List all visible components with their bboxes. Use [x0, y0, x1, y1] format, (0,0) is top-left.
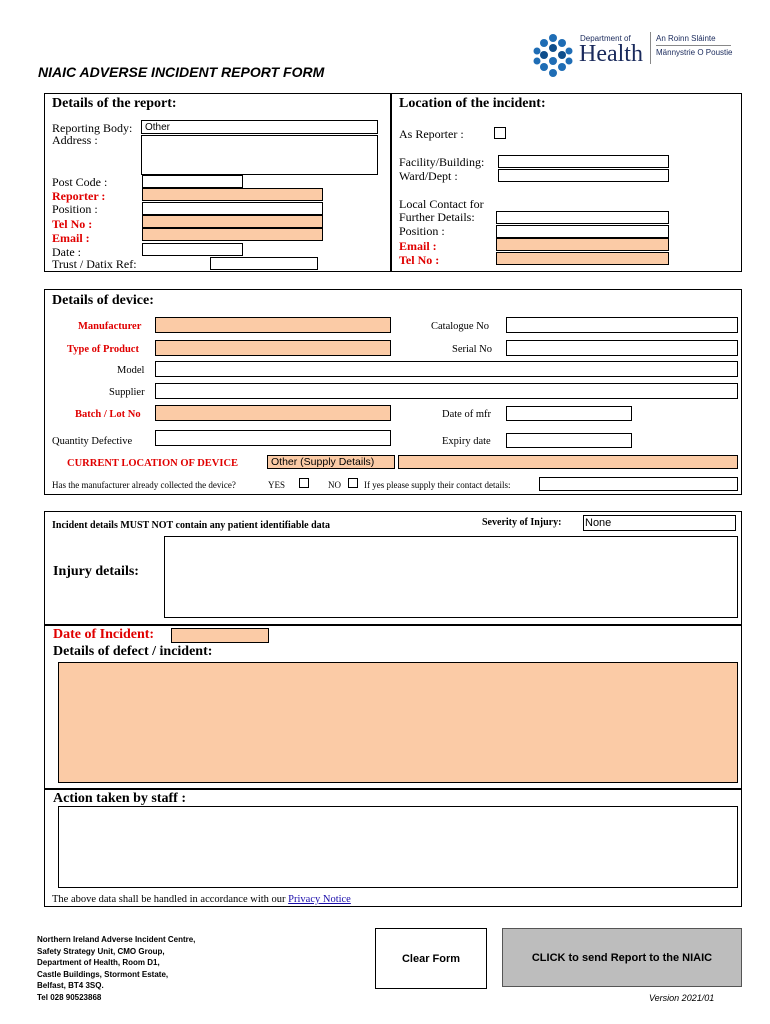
type-of-product-field[interactable]	[155, 340, 391, 356]
catalogue-label: Catalogue No	[431, 321, 490, 332]
batch-label: Batch / Lot No	[75, 409, 141, 420]
address-field[interactable]	[141, 135, 378, 175]
quantity-field[interactable]	[155, 430, 391, 446]
expiry-field[interactable]	[506, 433, 632, 448]
if-yes-label: If yes please supply their contact details:	[364, 480, 511, 490]
supplier-label: Supplier	[109, 387, 145, 398]
logo-ulster: Männystrie O Poustie	[656, 48, 733, 57]
logo-health: Health	[579, 41, 643, 67]
model-label: Model	[117, 365, 145, 376]
yes-label: YES	[268, 480, 286, 490]
manufacturer-field[interactable]	[155, 317, 391, 333]
facility-field[interactable]	[498, 155, 669, 168]
privacy-text: The above data shall be handled in accordance with our	[52, 894, 286, 905]
date-of-incident-field[interactable]	[171, 628, 269, 643]
date-label: Date :	[52, 245, 81, 259]
location-heading: Location of the incident:	[399, 96, 546, 111]
trust-ref-field[interactable]	[210, 257, 318, 270]
location-tel-field[interactable]	[496, 252, 669, 265]
privacy-notice-link[interactable]: Privacy Notice	[288, 894, 351, 905]
page-title: NIAIC ADVERSE INCIDENT REPORT FORM	[38, 64, 325, 80]
trust-ref-label: Trust / Datix Ref:	[52, 257, 137, 271]
incident-divider-2	[45, 788, 741, 790]
no-checkbox[interactable]	[348, 478, 358, 488]
defect-details-label: Details of defect / incident:	[53, 644, 213, 659]
address-line: Castle Buildings, Stormont Estate,	[37, 969, 169, 979]
serial-label: Serial No	[452, 344, 492, 355]
privacy-notice-line	[52, 894, 351, 905]
batch-field[interactable]	[155, 405, 391, 421]
date-field[interactable]	[142, 243, 243, 256]
facility-label: Facility/Building:	[399, 155, 485, 169]
injury-details-label: Injury details:	[53, 564, 139, 579]
device-heading: Details of device:	[52, 293, 154, 308]
model-field[interactable]	[155, 361, 738, 377]
postcode-label: Post Code :	[52, 175, 108, 189]
health-hex-icon	[530, 32, 576, 78]
manufacturer-contact-field[interactable]	[539, 477, 738, 491]
action-taken-field[interactable]	[58, 806, 738, 888]
location-position-label: Position :	[399, 224, 445, 238]
supplier-field[interactable]	[155, 383, 738, 399]
reporting-body-field[interactable]: Other	[141, 120, 378, 134]
tel-field[interactable]	[142, 215, 323, 228]
quantity-label: Quantity Defective	[52, 436, 133, 447]
current-location-select[interactable]: Other (Supply Details)	[267, 455, 395, 469]
as-reporter-checkbox[interactable]	[494, 127, 506, 139]
logo-rule	[656, 45, 731, 46]
version-label: Version 2021/01	[649, 993, 715, 1003]
reporter-label: Reporter :	[52, 189, 106, 203]
date-of-mfr-field[interactable]	[506, 406, 632, 421]
report-divider	[390, 94, 392, 271]
local-contact-field[interactable]	[496, 211, 669, 224]
ward-label: Ward/Dept :	[399, 169, 458, 183]
tel-label: Tel No :	[52, 217, 93, 231]
incident-divider-1	[45, 624, 741, 626]
address-line: Department of Health, Room D1,	[37, 958, 160, 968]
defect-details-field[interactable]	[58, 662, 738, 783]
severity-label: Severity of Injury:	[482, 517, 562, 528]
address-line: Belfast, BT4 3SQ.	[37, 981, 104, 991]
reporter-field[interactable]	[142, 188, 323, 201]
address-label: Address :	[52, 133, 98, 147]
clear-form-button[interactable]: Clear Form	[375, 928, 487, 989]
position-field[interactable]	[142, 202, 323, 215]
action-taken-label: Action taken by staff :	[53, 791, 186, 806]
ward-field[interactable]	[498, 169, 669, 182]
date-of-incident-label: Date of Incident:	[53, 627, 155, 642]
expiry-label: Expiry date	[442, 436, 491, 447]
as-reporter-label: As Reporter :	[399, 127, 464, 141]
address-line: Safety Strategy Unit, CMO Group,	[37, 946, 165, 956]
niaic-address	[37, 934, 195, 1004]
local-contact-label: Local Contact for	[399, 197, 484, 211]
address-line: Tel 028 90523868	[37, 992, 102, 1002]
logo-divider	[650, 32, 651, 64]
location-position-field[interactable]	[496, 225, 669, 238]
logo-dept-of: Department of	[580, 34, 631, 43]
address-line: Northern Ireland Adverse Incident Centre,	[37, 935, 196, 944]
injury-details-field[interactable]	[164, 536, 738, 618]
postcode-field[interactable]	[142, 175, 243, 188]
type-of-product-label: Type of Product	[67, 344, 139, 355]
location-email-field[interactable]	[496, 238, 669, 251]
send-report-button[interactable]: CLICK to send Report to the NIAIC	[502, 928, 742, 987]
yes-checkbox[interactable]	[299, 478, 309, 488]
collected-question: Has the manufacturer already collected the device?	[52, 480, 236, 490]
report-heading: Details of the report:	[52, 96, 177, 111]
email-field[interactable]	[142, 228, 323, 241]
location-tel-label: Tel No :	[399, 253, 440, 267]
serial-field[interactable]	[506, 340, 738, 356]
no-label: NO	[328, 480, 341, 490]
current-location-details-field[interactable]	[398, 455, 738, 469]
position-label: Position :	[52, 202, 98, 216]
department-of-health-logo	[530, 30, 740, 80]
location-email-label: Email :	[399, 239, 437, 253]
current-location-label: CURRENT LOCATION OF DEVICE	[67, 458, 239, 469]
further-details-label: Further Details:	[399, 210, 475, 224]
severity-select[interactable]: None	[583, 515, 736, 531]
email-label: Email :	[52, 231, 90, 245]
catalogue-field[interactable]	[506, 317, 738, 333]
reporting-body-label: Reporting Body:	[52, 121, 133, 135]
patient-data-warning: Incident details MUST NOT contain any patient identifiable data	[52, 520, 330, 531]
logo-irish: An Roinn Sláinte	[656, 34, 716, 43]
date-of-mfr-label: Date of mfr	[442, 409, 491, 420]
manufacturer-label: Manufacturer	[78, 321, 142, 332]
